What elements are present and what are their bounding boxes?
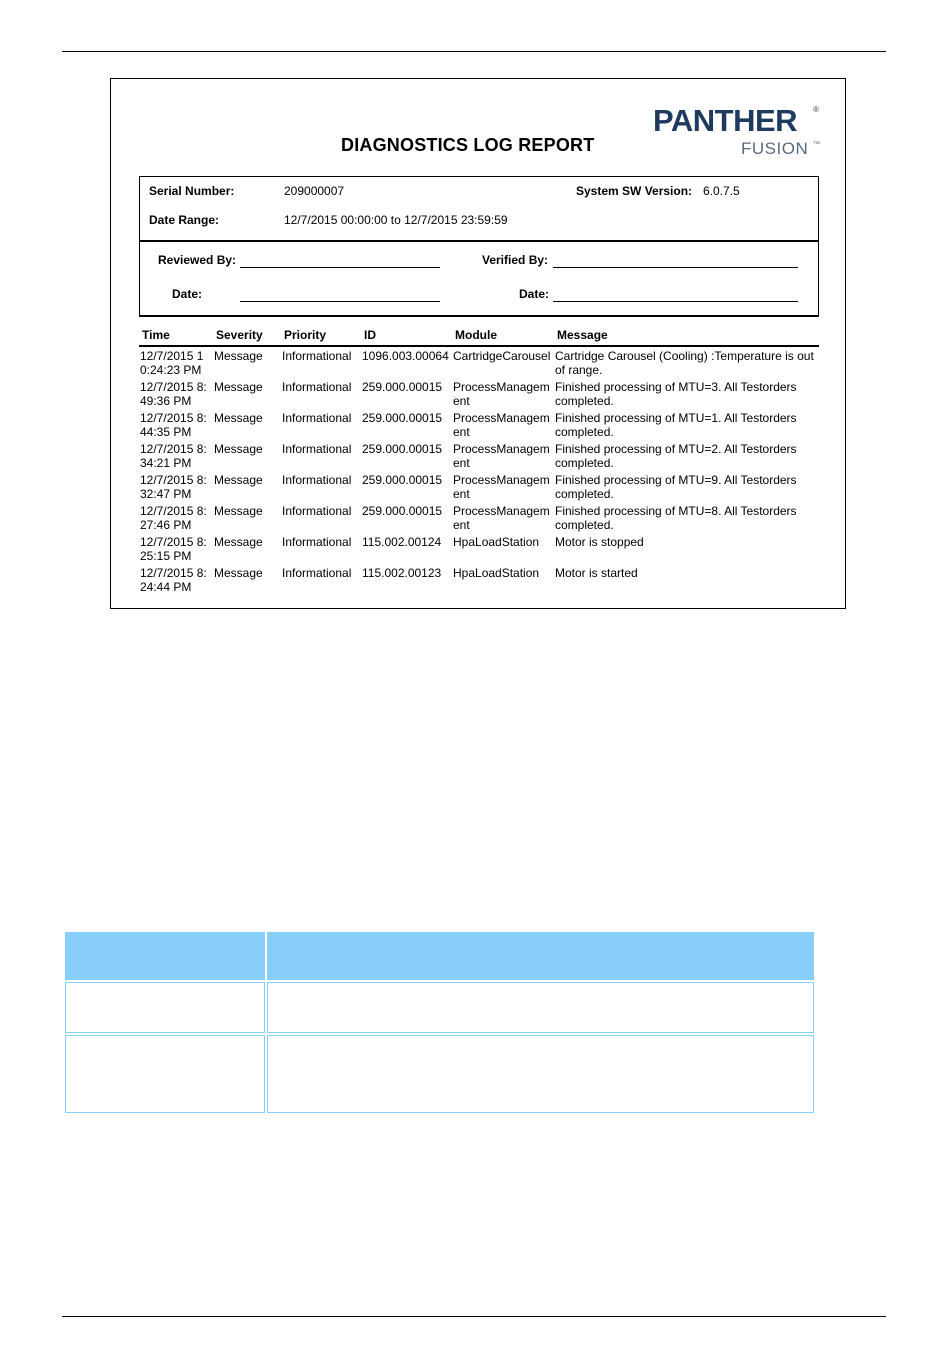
table-row (139, 378, 819, 409)
cell-time: 12/7/2015 8:34:21 PM (140, 442, 207, 470)
reviewed-by-line (240, 267, 440, 268)
blue-table-cell (267, 982, 814, 1033)
serial-number-value: 209000007 (284, 184, 345, 198)
col-time-header: Time (139, 326, 213, 346)
panther-fusion-logo (653, 103, 823, 159)
cell-message: Finished processing of MTU=1. All Testorders completed. (555, 411, 797, 439)
blue-table-cell (65, 1035, 265, 1113)
footer-rule (62, 1316, 886, 1317)
cell-message: Motor is started (555, 566, 638, 580)
reviewed-date-label: Date: (172, 287, 203, 301)
blue-table-header-cell (65, 932, 265, 980)
cell-time: 12/7/2015 10:24:23 PM (140, 349, 204, 377)
cell-message: Finished processing of MTU=2. All Testorders completed. (555, 442, 797, 470)
cell-module: ProcessManagement (453, 442, 550, 470)
cell-severity: Message (214, 535, 263, 549)
cell-time: 12/7/2015 8:27:46 PM (140, 504, 207, 532)
cell-id: 115.002.00123 (362, 566, 442, 580)
cell-priority: Informational (282, 411, 352, 425)
logo-sub-text: FUSION (741, 139, 809, 158)
table-row (139, 471, 819, 502)
info-divider (140, 240, 818, 242)
log-table (139, 326, 819, 595)
reviewed-date-line (240, 301, 440, 302)
col-module-header: Module (452, 326, 554, 346)
cell-message: Finished processing of MTU=3. All Testorders completed. (555, 380, 797, 408)
date-range-label: Date Range: (149, 213, 220, 227)
verified-date-line (553, 301, 798, 302)
cell-priority: Informational (282, 442, 352, 456)
table-row (139, 346, 819, 378)
cell-severity: Message (214, 473, 263, 487)
cell-severity: Message (214, 566, 263, 580)
cell-message: Motor is stopped (555, 535, 644, 549)
cell-id: 259.000.00015 (362, 442, 443, 456)
verified-by-line (553, 267, 798, 268)
table-row (139, 502, 819, 533)
blue-table-cell (267, 1035, 814, 1113)
cell-id: 115.002.00124 (362, 535, 442, 549)
blue-table-cell (65, 982, 265, 1033)
cell-id: 259.000.00015 (362, 473, 443, 487)
cell-severity: Message (214, 442, 263, 456)
cell-priority: Informational (282, 380, 352, 394)
serial-number-label: Serial Number: (149, 184, 235, 198)
cell-severity: Message (214, 380, 263, 394)
col-id-header: ID (361, 326, 452, 346)
cell-severity: Message (214, 411, 263, 425)
cell-severity: Message (214, 349, 263, 363)
cell-message: Cartridge Carousel (Cooling) :Temperature is out of range. (555, 349, 814, 377)
cell-module: ProcessManagement (453, 411, 550, 439)
cell-time: 12/7/2015 8:25:15 PM (140, 535, 207, 563)
logo-trademark: ™ (813, 141, 820, 148)
blue-table-header-row (65, 932, 814, 980)
cell-module: HpaLoadStation (453, 566, 540, 580)
report-info-box (139, 176, 819, 317)
cell-id: 259.000.00015 (362, 380, 443, 394)
table-row (139, 440, 819, 471)
sw-version-value: 6.0.7.5 (703, 184, 740, 198)
sw-version-label: System SW Version: (576, 184, 693, 198)
cell-module: CartridgeCarousel (453, 349, 551, 363)
cell-id: 1096.003.00064 (362, 349, 449, 363)
header-rule (62, 51, 886, 52)
report-title: DIAGNOSTICS LOG REPORT (341, 135, 595, 155)
table-row (139, 409, 819, 440)
cell-id: 259.000.00015 (362, 411, 443, 425)
verified-date-label: Date: (519, 287, 550, 301)
cell-severity: Message (214, 504, 263, 518)
cell-time: 12/7/2015 8:49:36 PM (140, 380, 207, 408)
cell-priority: Informational (282, 349, 352, 363)
cell-module: ProcessManagement (453, 504, 550, 532)
cell-module: ProcessManagement (453, 473, 550, 501)
cell-module: ProcessManagement (453, 380, 550, 408)
col-severity-header: Severity (213, 326, 281, 346)
diagnostics-report-image (110, 78, 846, 609)
cell-time: 12/7/2015 8:44:35 PM (140, 411, 207, 439)
logo-registered-mark: ® (813, 105, 819, 114)
log-header-row (139, 326, 819, 346)
col-priority-header: Priority (281, 326, 361, 346)
table-row (65, 982, 814, 1033)
cell-priority: Informational (282, 566, 352, 580)
cell-message: Finished processing of MTU=9. All Testorders completed. (555, 473, 797, 501)
table-row (139, 564, 819, 595)
cell-priority: Informational (282, 473, 352, 487)
cell-module: HpaLoadStation (453, 535, 540, 549)
cell-id: 259.000.00015 (362, 504, 443, 518)
table-row (65, 1035, 814, 1113)
cell-time: 12/7/2015 8:32:47 PM (140, 473, 207, 501)
blue-table-header-cell (267, 932, 814, 980)
logo-main-text: PANTHER (653, 103, 798, 138)
cell-time: 12/7/2015 8:24:44 PM (140, 566, 207, 594)
cell-priority: Informational (282, 504, 352, 518)
table-row (139, 533, 819, 564)
col-message-header: Message (554, 326, 819, 346)
cell-message: Finished processing of MTU=8. All Testorders completed. (555, 504, 797, 532)
cell-priority: Informational (282, 535, 352, 549)
reviewed-by-label: Reviewed By: (158, 253, 237, 267)
empty-reference-table (63, 930, 816, 1115)
verified-by-label: Verified By: (482, 253, 549, 267)
date-range-value: 12/7/2015 00:00:00 to 12/7/2015 23:59:59 (284, 213, 508, 227)
